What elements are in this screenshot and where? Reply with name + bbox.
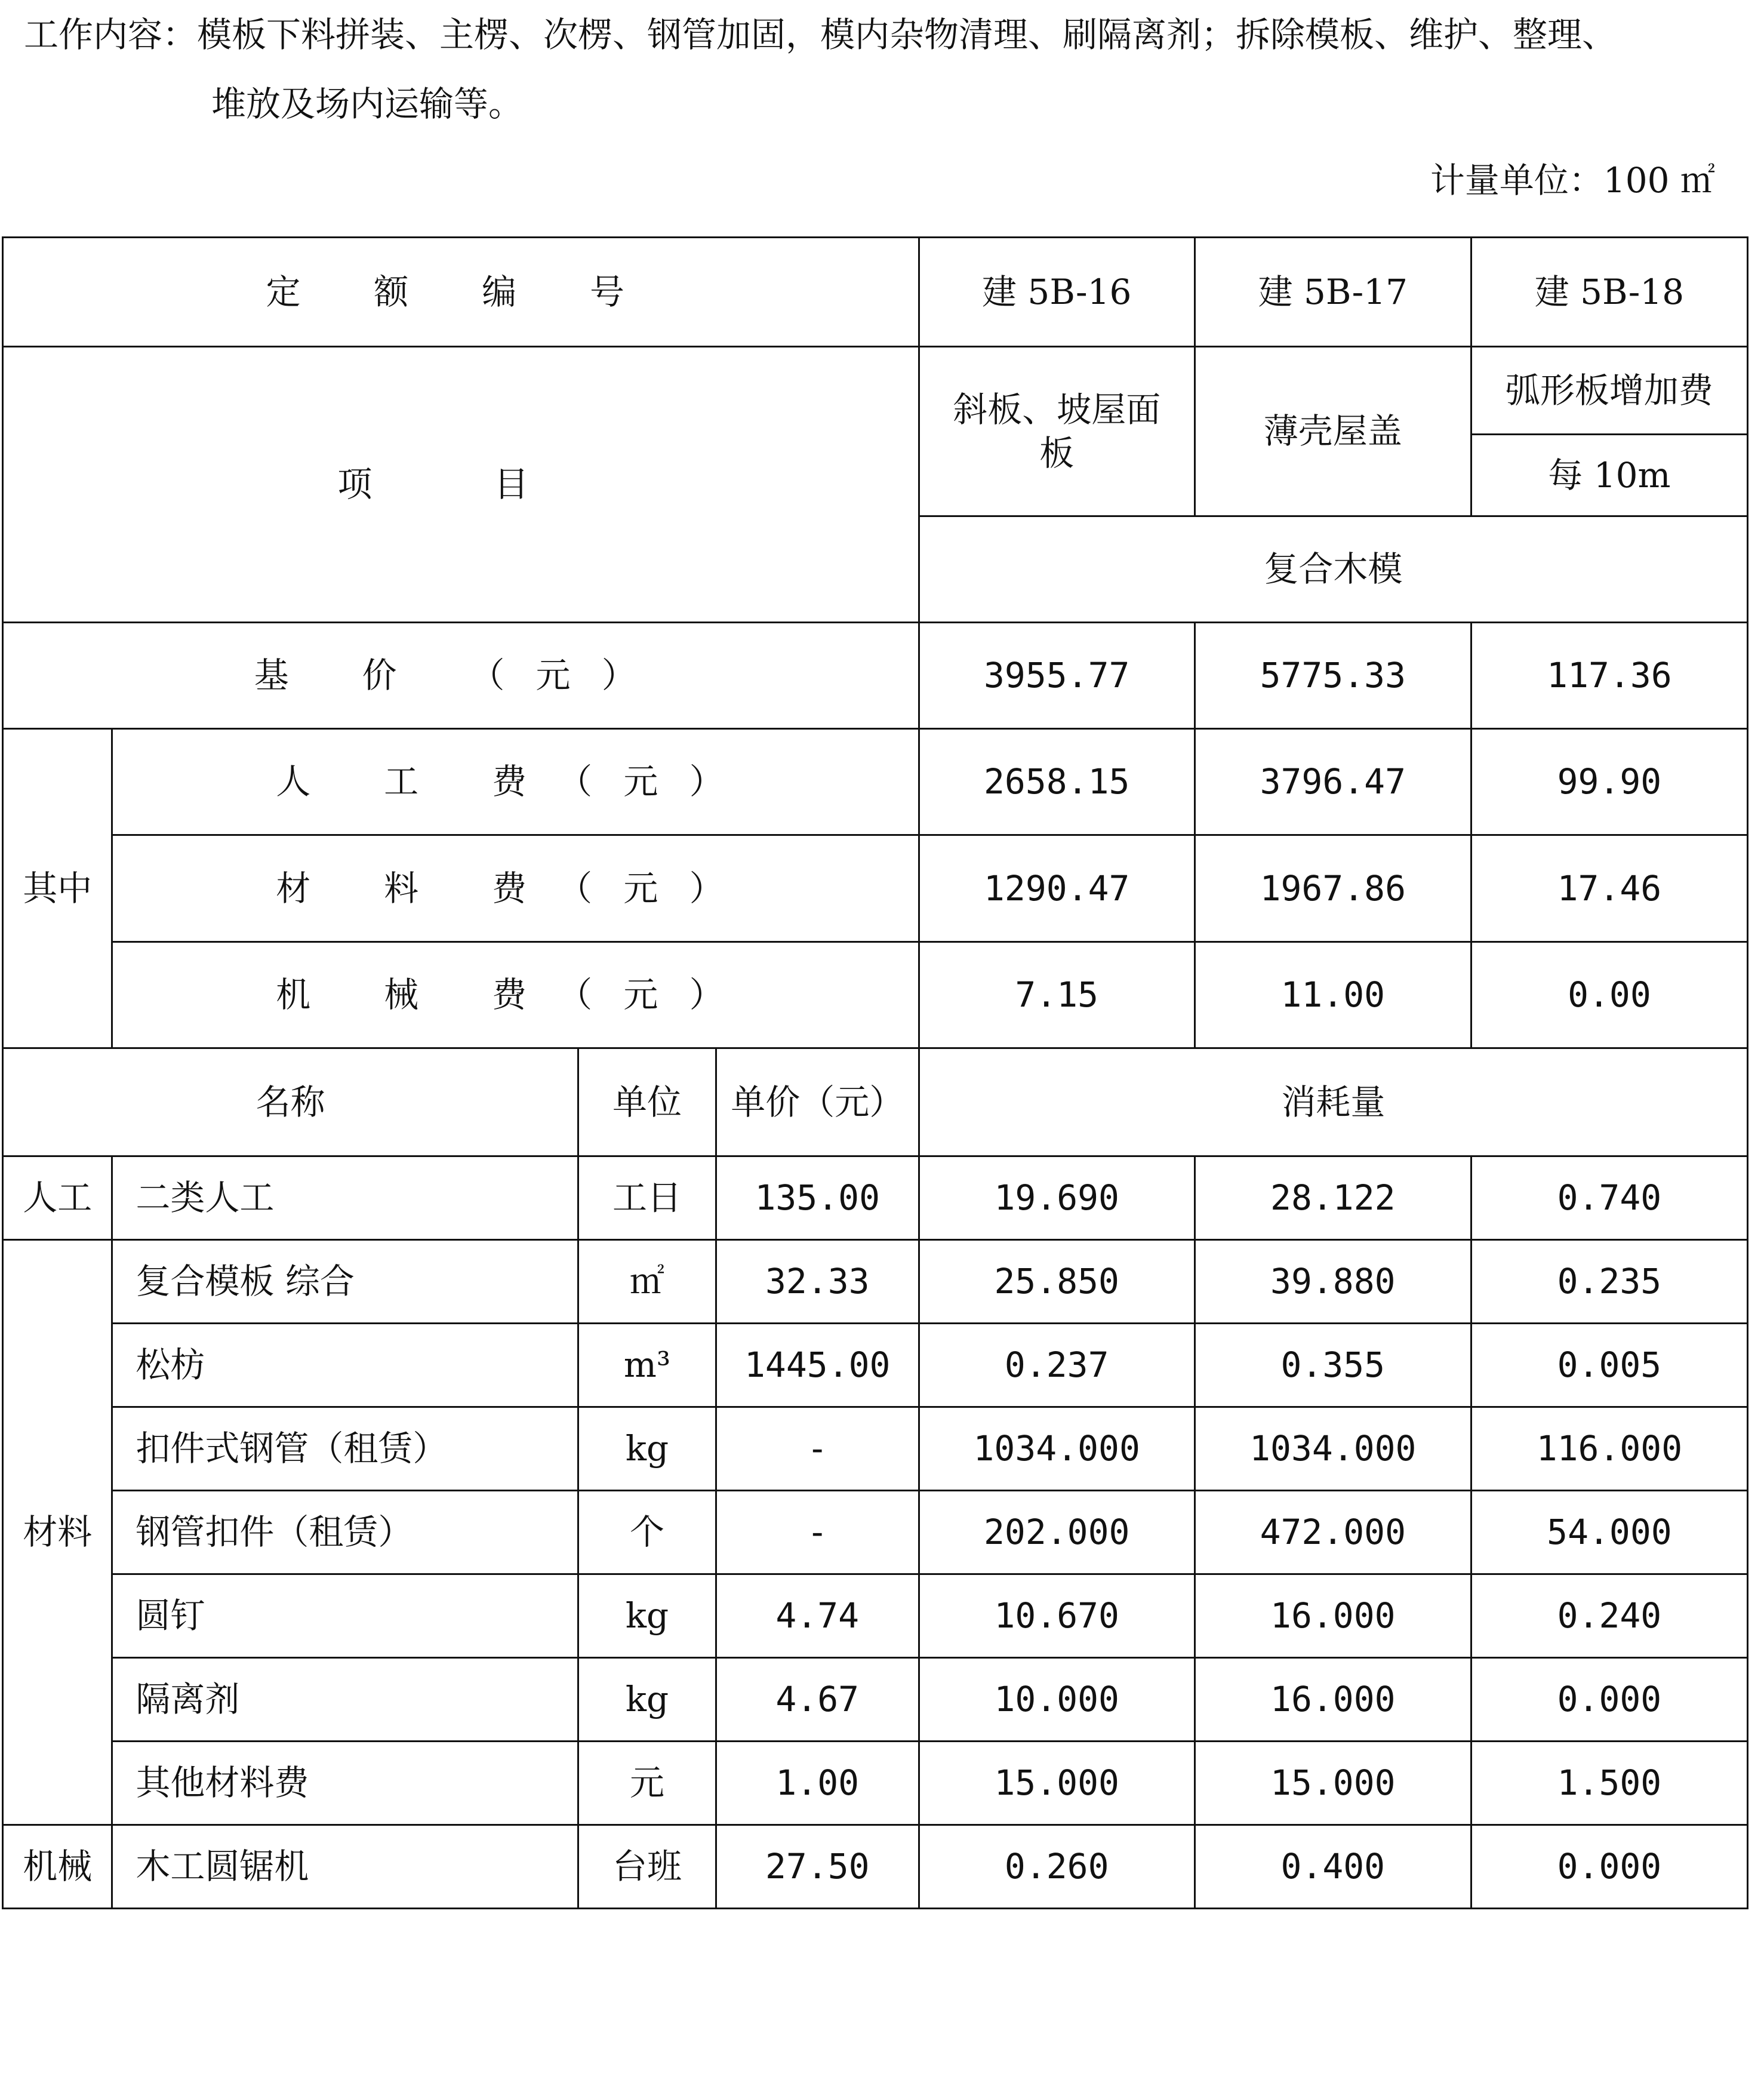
resource-name: 复合模板 综合	[112, 1240, 578, 1324]
resource-price: -	[716, 1491, 919, 1574]
resource-name: 二类人工	[112, 1156, 578, 1240]
resource-value: 19.690	[919, 1156, 1195, 1240]
quota-code-row	[3, 238, 1748, 347]
resource-value: 0.005	[1471, 1324, 1747, 1407]
item-label: 项 目	[3, 347, 919, 623]
breakdown-value: 0.00	[1471, 942, 1747, 1048]
resource-value: 202.000	[919, 1491, 1195, 1574]
group-material: 材料	[3, 1240, 112, 1825]
resource-row	[3, 1240, 1748, 1324]
measurement-unit: 计量单位：100 ㎡	[1430, 160, 1715, 201]
resource-price: -	[716, 1407, 919, 1491]
base-price-value: 117.36	[1471, 623, 1747, 729]
resource-name: 木工圆锯机	[112, 1825, 578, 1909]
resource-unit: kg	[578, 1574, 716, 1658]
breakdown-value: 1967.86	[1195, 835, 1471, 942]
item-col1: 斜板、坡屋面板	[919, 347, 1195, 516]
breakdown-value: 1290.47	[919, 835, 1195, 942]
resource-name: 圆钉	[112, 1574, 578, 1658]
resource-value: 0.000	[1471, 1825, 1747, 1909]
resource-value: 116.000	[1471, 1407, 1747, 1491]
breakdown-value: 3796.47	[1195, 729, 1471, 835]
breakdown-value: 2658.15	[919, 729, 1195, 835]
item-col3-bottom: 每 10m	[1471, 435, 1747, 516]
resource-price: 1.00	[716, 1742, 919, 1825]
resource-value: 0.237	[919, 1324, 1195, 1407]
resource-unit: 台班	[578, 1825, 716, 1909]
machine-cost-row	[3, 942, 1748, 1048]
resource-value: 0.235	[1471, 1240, 1747, 1324]
resource-price: 4.74	[716, 1574, 919, 1658]
breakdown-value: 11.00	[1195, 942, 1471, 1048]
resource-value: 0.260	[919, 1825, 1195, 1909]
resource-value: 16.000	[1195, 1658, 1471, 1742]
resource-unit: kg	[578, 1658, 716, 1742]
resource-value: 28.122	[1195, 1156, 1471, 1240]
header-price: 单价（元）	[716, 1048, 919, 1156]
resource-value: 10.000	[919, 1658, 1195, 1742]
resource-value: 15.000	[1195, 1742, 1471, 1825]
header-name: 名称	[3, 1048, 578, 1156]
quota-table	[2, 236, 1748, 1909]
resource-name: 钢管扣件（租赁）	[112, 1491, 578, 1574]
item-row	[3, 347, 1748, 435]
work-content-line1: 工作内容：模板下料拼装、主楞、次楞、钢管加固，模内杂物清理、刷隔离剂；拆除模板、维护、整理、	[24, 14, 1617, 55]
resource-value: 10.670	[919, 1574, 1195, 1658]
resource-name: 松枋	[112, 1324, 578, 1407]
resource-value: 1034.000	[1195, 1407, 1471, 1491]
item-col2: 薄壳屋盖	[1195, 347, 1471, 516]
resource-value: 25.850	[919, 1240, 1195, 1324]
resource-unit: kg	[578, 1407, 716, 1491]
resource-price: 1445.00	[716, 1324, 919, 1407]
resource-value: 0.000	[1471, 1658, 1747, 1742]
resource-row	[3, 1407, 1748, 1491]
item-col3-top: 弧形板增加费	[1471, 347, 1747, 435]
resource-value: 0.355	[1195, 1324, 1471, 1407]
breakdown-label: 人 工 费（元）	[112, 729, 919, 835]
resource-value: 1.500	[1471, 1742, 1747, 1825]
resource-price: 4.67	[716, 1658, 919, 1742]
resource-value: 16.000	[1195, 1574, 1471, 1658]
breakdown-value: 17.46	[1471, 835, 1747, 942]
breakdown-value: 99.90	[1471, 729, 1747, 835]
breakdown-value: 7.15	[919, 942, 1195, 1048]
base-price-value: 5775.33	[1195, 623, 1471, 729]
resource-header-row	[3, 1048, 1748, 1156]
qizhong-label: 其中	[3, 729, 112, 1048]
resource-unit: 元	[578, 1742, 716, 1825]
category-label: 复合木模	[919, 516, 1747, 623]
resource-price: 32.33	[716, 1240, 919, 1324]
resource-name: 隔离剂	[112, 1658, 578, 1742]
work-content	[24, 0, 1743, 139]
resource-row	[3, 1491, 1748, 1574]
resource-unit: 工日	[578, 1156, 716, 1240]
resource-row	[3, 1324, 1748, 1407]
quota-code: 建 5B-18	[1471, 238, 1747, 347]
header-consumption: 消耗量	[919, 1048, 1747, 1156]
resource-unit: ㎡	[578, 1240, 716, 1324]
work-content-line2: 堆放及场内运输等。	[211, 84, 524, 124]
resource-price: 135.00	[716, 1156, 919, 1240]
resource-value: 472.000	[1195, 1491, 1471, 1574]
quota-code-label: 定 额 编 号	[3, 238, 919, 347]
breakdown-label: 机 械 费（元）	[112, 942, 919, 1048]
header-unit: 单位	[578, 1048, 716, 1156]
resource-unit: m³	[578, 1324, 716, 1407]
quota-code: 建 5B-17	[1195, 238, 1471, 347]
base-price-row	[3, 623, 1748, 729]
resource-row	[3, 1825, 1748, 1909]
group-labor: 人工	[3, 1156, 112, 1240]
resource-row	[3, 1156, 1748, 1240]
material-cost-row	[3, 835, 1748, 942]
base-price-label: 基 价 （元）	[3, 623, 919, 729]
resource-row	[3, 1574, 1748, 1658]
base-price-value: 3955.77	[919, 623, 1195, 729]
resource-unit: 个	[578, 1491, 716, 1574]
labor-cost-row	[3, 729, 1748, 835]
resource-value: 1034.000	[919, 1407, 1195, 1491]
resource-value: 0.400	[1195, 1825, 1471, 1909]
breakdown-label: 材 料 费（元）	[112, 835, 919, 942]
resource-name: 其他材料费	[112, 1742, 578, 1825]
resource-price: 27.50	[716, 1825, 919, 1909]
resource-value: 15.000	[919, 1742, 1195, 1825]
resource-name: 扣件式钢管（租赁）	[112, 1407, 578, 1491]
quota-code: 建 5B-16	[919, 238, 1195, 347]
resource-value: 39.880	[1195, 1240, 1471, 1324]
resource-value: 0.740	[1471, 1156, 1747, 1240]
group-machine: 机械	[3, 1825, 112, 1909]
resource-row	[3, 1742, 1748, 1825]
resource-value: 0.240	[1471, 1574, 1747, 1658]
resource-value: 54.000	[1471, 1491, 1747, 1574]
resource-row	[3, 1658, 1748, 1742]
